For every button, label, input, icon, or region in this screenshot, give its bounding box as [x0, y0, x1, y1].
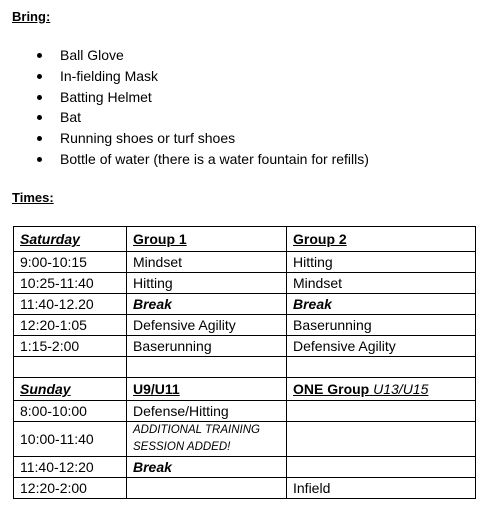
group2-cell: Hitting [287, 252, 476, 273]
group2-header [287, 227, 476, 252]
group1-cell [127, 294, 287, 315]
group2-cell: Mindset [287, 273, 476, 294]
group2-cell: Infield [287, 478, 476, 499]
group2-cell: Baserunning [287, 315, 476, 336]
group1-cell [127, 457, 287, 478]
table-row [14, 422, 476, 457]
table-row [14, 315, 476, 336]
sunday-header-row [14, 378, 476, 401]
bring-list [36, 45, 369, 170]
group1-header-text: Group 1 [133, 231, 187, 247]
saturday-header-row [14, 227, 476, 252]
table-row [14, 273, 476, 294]
group2-cell: Defensive Agility [287, 336, 476, 357]
time-cell: 12:20-1:05 [14, 315, 127, 336]
table-row [14, 294, 476, 315]
time-cell: 12:20-2:00 [14, 478, 127, 499]
group2-header-prefix: ONE Group [293, 381, 370, 397]
break-label: Break [133, 296, 172, 312]
group1-header [127, 378, 287, 401]
group1-cell [127, 422, 287, 457]
bring-item: Batting Helmet [36, 87, 369, 108]
table-row [14, 336, 476, 357]
group2-header-text: Group 2 [293, 231, 347, 247]
table-row [14, 252, 476, 273]
day-label-saturday [14, 227, 127, 252]
group1-header-text: U9/U11 [133, 381, 180, 397]
group2-header [287, 378, 476, 401]
bring-item: In-fielding Mask [36, 66, 369, 87]
group2-cell [287, 401, 476, 422]
break-label: Break [133, 459, 172, 475]
group2-header-suffix: U13/U15 [373, 381, 429, 397]
empty-cell [287, 357, 476, 378]
empty-cell [127, 357, 287, 378]
bring-item: Bottle of water (there is a water fountain for refills) [36, 149, 369, 170]
spacer-row [14, 357, 476, 378]
group1-cell: Baserunning [127, 336, 287, 357]
table-row [14, 457, 476, 478]
schedule-table [13, 226, 476, 499]
bring-item: Ball Glove [36, 45, 369, 66]
time-cell: 9:00-10:15 [14, 252, 127, 273]
time-cell: 1:15-2:00 [14, 336, 127, 357]
empty-cell [14, 357, 127, 378]
group1-cell: Defense/Hitting [127, 401, 287, 422]
bring-item: Bat [36, 107, 369, 128]
table-row [14, 478, 476, 499]
day-label-text: Saturday [20, 231, 80, 247]
times-heading: Times: [12, 190, 54, 205]
bring-heading: Bring: [12, 9, 51, 24]
group1-header [127, 227, 287, 252]
time-cell: 10:00-11:40 [14, 422, 127, 457]
time-cell: 8:00-10:00 [14, 401, 127, 422]
group2-cell [287, 422, 476, 457]
time-cell: 11:40-12:20 [14, 457, 127, 478]
day-label-sunday [14, 378, 127, 401]
time-cell: 10:25-11:40 [14, 273, 127, 294]
day-label-text: Sunday [20, 381, 71, 397]
additional-session-note: ADDITIONAL TRAINING SESSION ADDED! [133, 424, 260, 453]
group1-cell: Defensive Agility [127, 315, 287, 336]
group1-cell: Hitting [127, 273, 287, 294]
group2-cell [287, 294, 476, 315]
bring-item: Running shoes or turf shoes [36, 128, 369, 149]
group1-cell: Mindset [127, 252, 287, 273]
break-label: Break [293, 296, 332, 312]
group1-cell [127, 478, 287, 499]
group2-cell [287, 457, 476, 478]
table-row [14, 401, 476, 422]
time-cell: 11:40-12.20 [14, 294, 127, 315]
